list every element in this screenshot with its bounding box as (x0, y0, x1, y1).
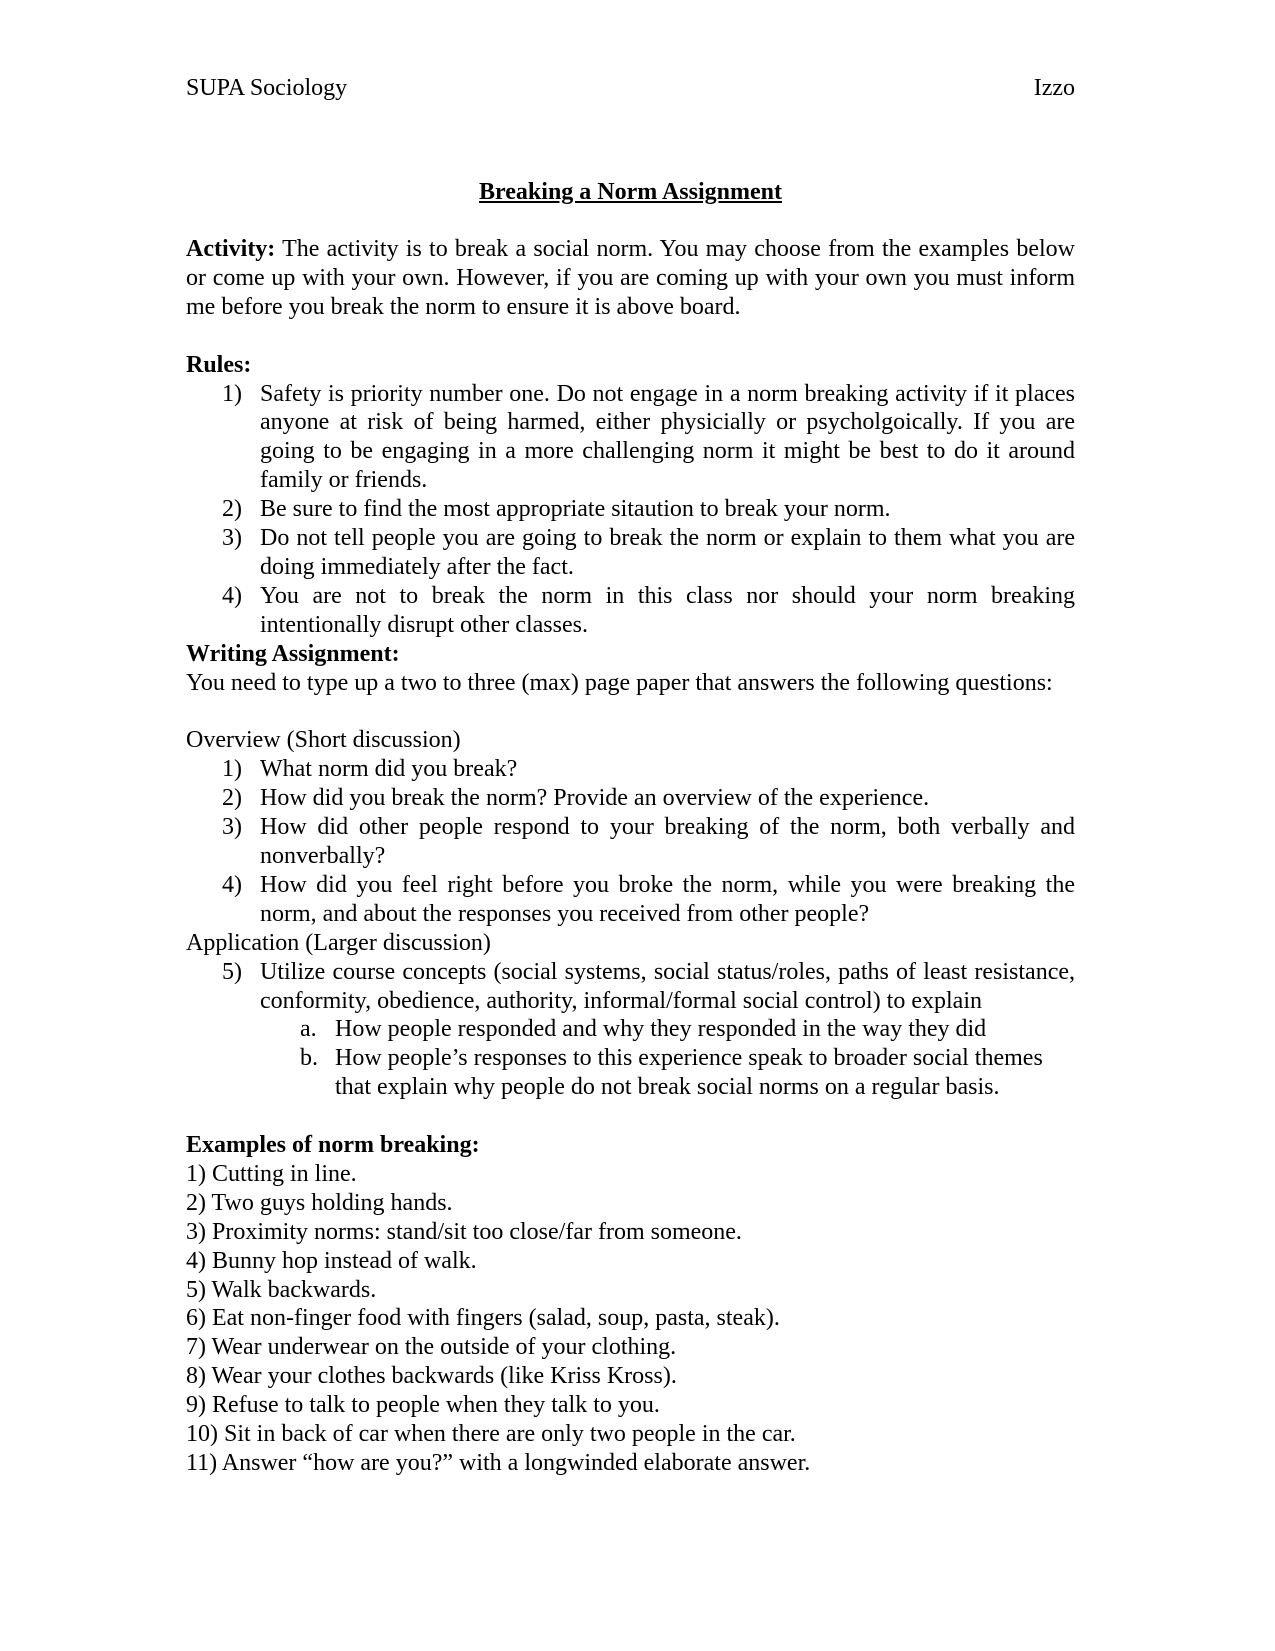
question-text: How did other people respond to your breaking of the norm, both verbally and nonverbally? (260, 814, 1075, 869)
subquestion-item (186, 1044, 1075, 1102)
application-label: Application (Larger discussion) (186, 929, 491, 956)
writing-intro: You need to type up a two to three (max) page paper that answers the following questions: (186, 669, 1053, 696)
question-number: 4) (222, 871, 242, 898)
examples-list (186, 1160, 1075, 1478)
rule-number: 4) (222, 582, 242, 609)
example-item: 4) Bunny hop instead of walk. (186, 1247, 477, 1274)
document-title: Breaking a Norm Assignment (479, 179, 782, 205)
overview-label: Overview (Short discussion) (186, 727, 461, 754)
question-item (186, 784, 1075, 813)
rule-item (186, 524, 1075, 582)
activity-text: The activity is to break a social norm. You may choose from the examples below or come up with your own. However, if you are coming up with your own you must inform me before you break the norm to ensure it is above board. (186, 236, 1075, 320)
example-item: 11) Answer “how are you?” with a longwinded elaborate answer. (186, 1450, 811, 1477)
rule-text: Do not tell people you are going to break the norm or explain to them what you are doing immediately after the fact. (260, 525, 1075, 580)
rule-item (186, 582, 1075, 640)
document-body (186, 235, 1075, 1478)
subquestion-text: How people’s responses to this experience speak to broader social themes that explain why people do not break social norms on a regular basis. (335, 1045, 1043, 1101)
application-subquestions (186, 1015, 1075, 1102)
writing-heading: Writing Assignment: (186, 640, 400, 667)
question-text: What norm did you break? (260, 756, 518, 783)
example-item: 9) Refuse to talk to people when they talk to you. (186, 1392, 660, 1419)
rule-item (186, 495, 1075, 524)
question-item (186, 958, 1075, 1016)
examples-heading: Examples of norm breaking: (186, 1132, 480, 1159)
subquestion-text: How people responded and why they responded in the way they did (335, 1016, 987, 1043)
example-item: 7) Wear underwear on the outside of your clothing. (186, 1334, 677, 1361)
rule-item (186, 380, 1075, 496)
overview-questions (186, 755, 1075, 928)
question-number: 3) (222, 814, 242, 841)
example-item: 8) Wear your clothes backwards (like Kriss Kross). (186, 1363, 677, 1390)
question-text: How did you feel right before you broke the norm, while you were breaking the norm, and about the responses you received from other people? (260, 871, 1075, 927)
example-item: 1) Cutting in line. (186, 1160, 357, 1187)
subquestion-letter: b. (300, 1045, 318, 1072)
rule-text: Be sure to find the most appropriate sitaution to break your norm. (260, 496, 891, 523)
application-questions (186, 958, 1075, 1016)
question-number: 5) (222, 958, 242, 985)
example-item: 10) Sit in back of car when there are only two people in the car. (186, 1421, 796, 1448)
activity-label: Activity: (186, 236, 276, 262)
example-item: 5) Walk backwards. (186, 1276, 377, 1303)
question-item (186, 755, 1075, 784)
example-item: 2) Two guys holding hands. (186, 1189, 453, 1216)
rules-heading: Rules: (186, 351, 252, 378)
page-header (186, 72, 1075, 104)
subquestion-item (186, 1015, 1075, 1044)
activity-paragraph (186, 235, 1075, 322)
header-author: Izzo (1033, 75, 1075, 101)
rule-text: You are not to break the norm in this class nor should your norm breaking intentionally disrupt other classes. (260, 582, 1075, 638)
question-item (186, 813, 1075, 871)
question-number: 2) (222, 785, 242, 812)
rules-list (186, 380, 1075, 640)
question-text: Utilize course concepts (social systems, social status/roles, paths of least resistance, conformity, obedience, authority, informal/formal social control) to explain (260, 958, 1075, 1014)
question-item (186, 871, 1075, 929)
question-number: 1) (222, 756, 242, 783)
example-item: 6) Eat non-finger food with fingers (salad, soup, pasta, steak). (186, 1305, 780, 1332)
rule-number: 2) (222, 496, 242, 523)
header-course: SUPA Sociology (186, 75, 348, 101)
subquestion-letter: a. (300, 1016, 317, 1043)
question-text: How did you break the norm? Provide an overview of the experience. (260, 785, 930, 812)
rule-number: 1) (222, 380, 242, 407)
example-item: 3) Proximity norms: stand/sit too close/far from someone. (186, 1218, 742, 1245)
rule-number: 3) (222, 525, 242, 552)
rule-text: Safety is priority number one. Do not engage in a norm breaking activity if it places anyone at risk of being harmed, either physicially or psycholgoically. If you are going to be engaging in a more challenging norm it might be best to do it around family or friends. (260, 380, 1075, 494)
